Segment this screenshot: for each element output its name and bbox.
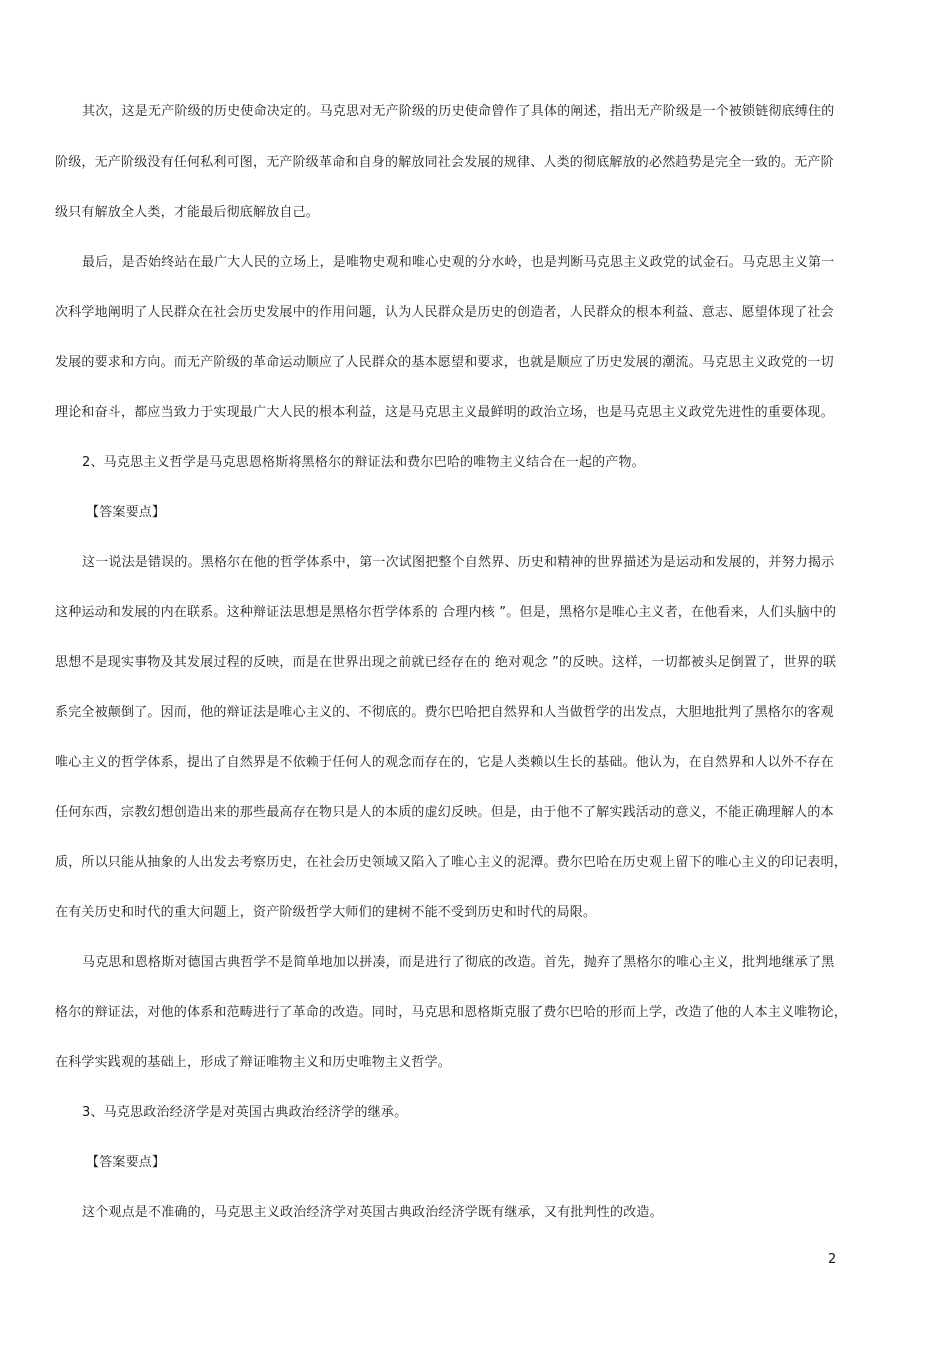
- text-line: 唯心主义的哲学体系，提出了自然界是不依赖于任何人的观念而存在的，它是人类赖以生长的基础。他认为，在自然界和人以外不存在: [55, 755, 834, 770]
- page-number: 2: [828, 1252, 837, 1267]
- text-line: 在科学实践观的基础上，形成了辩证唯物主义和历史唯物主义哲学。: [55, 1055, 452, 1070]
- text-line: 阶级，无产阶级没有任何私利可图，无产阶级革命和自身的解放同社会发展的规律、人类的彻底解放的必然趋势是完全一致的。无产阶: [55, 155, 834, 170]
- text-line: 发展的要求和方向。而无产阶级的革命运动顺应了人民群众的基本愿望和要求，也就是顺应了历史发展的潮流。马克思主义政党的一切: [55, 355, 834, 370]
- text-line: 在有关历史和时代的重大问题上，资产阶级哲学大师们的建树不能不受到历史和时代的局限。: [55, 905, 597, 920]
- text-line: 这个观点是不准确的，马克思主义政治经济学对英国古典政治经济学既有继承，又有批判性的改造。: [82, 1205, 663, 1220]
- question-heading: 3、马克思政治经济学是对英国古典政治经济学的继承。: [82, 1105, 408, 1120]
- text-line: 其次，这是无产阶级的历史使命决定的。马克思对无产阶级的历史使命曾作了具体的阐述，指出无产阶级是一个被锁链彻底缚住的: [82, 104, 835, 119]
- text-line: 最后，是否始终站在最广大人民的立场上，是唯物史观和唯心史观的分水岭，也是判断马克思主义政党的试金石。马克思主义第一: [82, 255, 835, 270]
- text-line: 格尔的辩证法，对他的体系和范畴进行了革命的改造。同时，马克思和恩格斯克服了费尔巴哈的形而上学，改造了他的人本主义唯物论，: [55, 1005, 848, 1020]
- text-line: 系完全被颠倒了。因而，他的辩证法是唯心主义的、不彻底的。费尔巴哈把自然界和人当做哲学的出发点，大胆地批判了黑格尔的客观: [55, 705, 834, 720]
- text-line: 质，所以只能从抽象的人出发去考察历史，在社会历史领域又陷入了唯心主义的泥潭。费尔巴哈在历史观上留下的唯心主义的印记表明，: [55, 855, 848, 870]
- text-line: 次科学地阐明了人民群众在社会历史发展中的作用问题，认为人民群众是历史的创造者，人民群众的根本利益、意志、愿望体现了社会: [55, 305, 834, 320]
- text-line: 这种运动和发展的内在联系。这种辩证法思想是黑格尔哲学体系的 合理内核 ”。但是，黑格尔是唯心主义者，在他看来，人们头脑中的: [55, 605, 837, 620]
- text-line: 级只有解放全人类，才能最后彻底解放自己。: [55, 205, 320, 220]
- text-line: 马克思和恩格斯对德国古典哲学不是简单地加以拼凑，而是进行了彻底的改造。首先，抛弃了黑格尔的唯心主义，批判地继承了黑: [82, 955, 835, 970]
- text-line: 这一说法是错误的。黑格尔在他的哲学体系中，第一次试图把整个自然界、历史和精神的世界描述为是运动和发展的，并努力揭示: [82, 555, 835, 570]
- text-line: 思想不是现实事物及其发展过程的反映，而是在世界出现之前就已经存在的 绝对观念 ”的反映。这样，一切都被头足倒置了，世界的联: [55, 655, 837, 670]
- answer-label: 【答案要点】: [86, 505, 166, 520]
- text-line: 任何东西，宗教幻想创造出来的那些最高存在物只是人的本质的虚幻反映。但是，由于他不了解实践活动的意义，不能正确理解人的本: [55, 805, 834, 820]
- question-heading: 2、马克思主义哲学是马克思恩格斯将黑格尔的辩证法和费尔巴哈的唯物主义结合在一起的产物。: [82, 455, 645, 470]
- answer-label: 【答案要点】: [86, 1155, 166, 1170]
- text-line: 理论和奋斗，都应当致力于实现最广大人民的根本利益，这是马克思主义最鲜明的政治立场，也是马克思主义政党先进性的重要体现。: [55, 405, 834, 420]
